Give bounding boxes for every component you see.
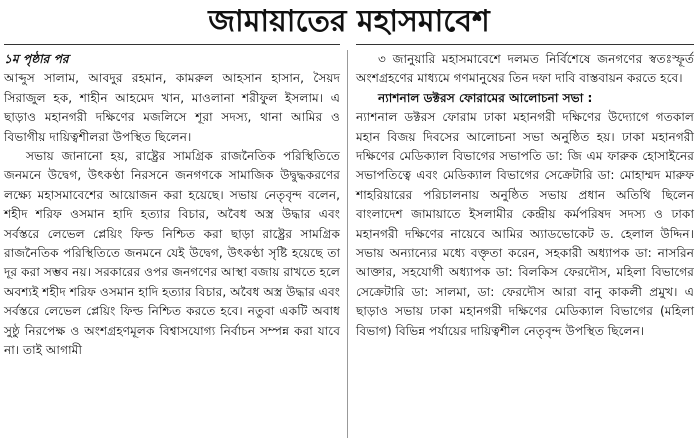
right-para-2: ন্যাশনাল ডক্টরস ফোরাম ঢাকা মহানগরী দক্ষিণের উদ্যোগে গতকাল মহান বিজয় দিবসের আলোচনা সভা অনুষ্ঠিত হয়। ঢাকা মহানগরী দক্ষিণের মেডিক্যাল বিভাগের সভাপতি ডা: জি এম ফারুক হোসাইনের সভাপতিত্বে এবং মেডিক্যাল বিভাগের সেক্রেটারি ডা: মোহাম্মদ মারুফ শাহরিয়ারের পরিচালনায় অনুষ্ঠিত সভায় প্রধান অতিথি ছিলেন বাংলাদেশ জামায়াতে ইসলামীর কেন্দ্রীয় কর্মপরিষদ সদস্য ও ঢাকা মহানগরী দক্ষিণের নায়েবে আমির অ্যাডভোকেট ড. হেলাল উদ্দিন। সভায় অন্যান্যের মধ্যে বক্তৃতা করেন, সহকারী অধ্যাপক ডা: নাসরিন আক্তার, সহযোগী অধ্যাপক ডা: বিলকিস ফেরদৌস, মহিলা বিভাগের সেক্রেটারি ডা: সালমা, ডা: ফেরদৌস আরা বানু কাকলী প্রমুখ। এ ছাড়াও সভায় ঢাকা মহানগরী দক্ষিণের মেডিক্যাল বিভাগের (মহিলা বিভাগ) বিভিন্ন পর্যায়ের দায়িত্বশীল নেতৃবৃন্দ উপস্থিত ছিলেন। [356, 110, 694, 338]
left-para-1: আব্দুস সালাম, আবদুর রহমান, কামরুল আহসান হাসান, সৈয়দ সিরাজুল হক, শাহীন আহমেদ খান, মাওলানা শরীফুল ইসলাম। এ ছাড়াও মহানগরী দক্ষিণের মজলিসে শূরা সদস্য, থানা আমির ও বিভাগীয় দায়িত্বশীলরা উপস্থিত ছিলেন। [4, 71, 340, 144]
headline-rule-left [4, 44, 340, 45]
article-headline: জামায়াতের মহাসমাবেশ [208, 4, 490, 39]
left-para-2: সভায় জানানো হয়, রাষ্ট্রের সামগ্রিক রাজনৈতিক পরিস্থিতিতে জনমনে উদ্বেগ, উৎকণ্ঠা নিরসনে জনগণকে সামাজিক উদ্বুদ্ধকরণের লক্ষ্যে মহাসমাবেশের আয়োজন করা হয়েছে। সভায় নেতৃবৃন্দ বলেন, শহীদ শরিফ ওসমান হাদি হত্যার বিচার, অবৈধ অস্ত্র উদ্ধার এবং সর্বস্তরে লেভেল প্লেয়িং ফিল্ড নিশ্চিত করা ছাড়া রাষ্ট্রের সামগ্রিক রাজনৈতিক পরিস্থিতিতে জনমনে যেই উদ্বেগ, উৎকণ্ঠা সৃষ্টি হয়েছে তা দূর করা সম্ভব নয়। সরকারের ওপর জনগণের আস্থা বজায় রাখতে হলে অবশ্যই শহীদ শরিফ ওসমান হাদি হত্যার বিচার, অবৈধ অস্ত্র উদ্ধার এবং সর্বস্তরে লেভেল প্লেয়িং ফিল্ড নিশ্চিত করতে হবে। নতুবা একটি অবাধ সুষ্ঠু নিরপেক্ষ ও অংশগ্রহণমূলক বিশ্বাসযোগ্য নির্বাচন সম্পন্ন করা যাবে না। তাই আগামী [4, 149, 340, 358]
continuation-label: ১ম পৃষ্ঠার পর [4, 52, 69, 66]
continuation-paragraph [4, 50, 340, 147]
left-column [4, 50, 340, 361]
headline-rule-right [356, 44, 694, 45]
right-para-1: ৩ জানুয়ারি মহাসমাবেশে দলমত নির্বিশেষে জনগণের স্বতঃস্ফূর্ত অংশগ্রহণের মাধ্যমে গণমানুষের তিন দফা দাবি বাস্তবায়ন করতে হবে। [356, 52, 694, 86]
section-subhead: ন্যাশনাল ডক্টরস ফোরামের আলোচনা সভা : [378, 90, 593, 105]
column-divider [347, 50, 348, 438]
right-column [356, 50, 694, 341]
